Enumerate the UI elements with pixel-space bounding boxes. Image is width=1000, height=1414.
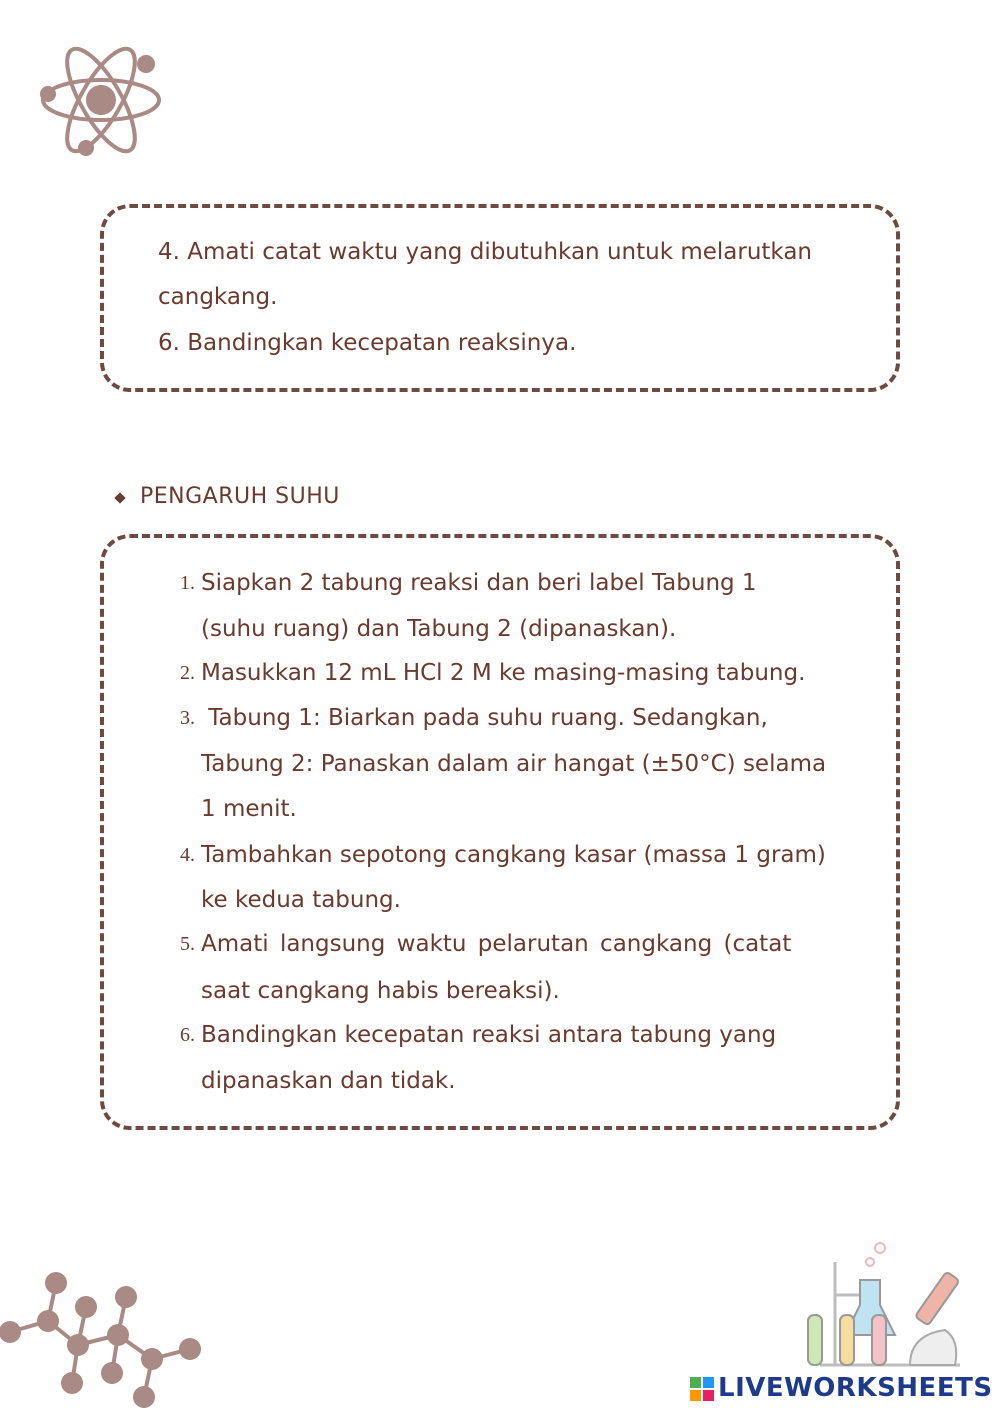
step-number: 2. bbox=[180, 662, 195, 684]
step-number: 3. bbox=[180, 707, 195, 729]
box1-line: 4. Amati catat waktu yang dibutuhkan untuk melarutkan bbox=[158, 239, 813, 265]
step-line: Bandingkan kecepatan reaksi antara tabung yang bbox=[201, 1022, 777, 1048]
box1-line: cangkang. bbox=[158, 284, 278, 310]
section-heading: PENGARUH SUHU bbox=[140, 484, 340, 509]
step-line: Tabung 2: Panaskan dalam air hangat (±50°C) selama bbox=[201, 751, 827, 777]
brand-name: LIVEWORKSHEETS bbox=[718, 1373, 993, 1403]
lab-equipment-icon bbox=[800, 1240, 970, 1380]
step-line: saat cangkang habis bereaksi). bbox=[201, 978, 560, 1004]
box1-line: 6. Bandingkan kecepatan reaksinya. bbox=[158, 330, 577, 356]
step-line: Tabung 1: Biarkan pada suhu ruang. Sedangkan, bbox=[201, 705, 768, 731]
step-line: ke kedua tabung. bbox=[201, 887, 401, 913]
liveworksheets-logo-icon bbox=[690, 1377, 714, 1401]
step-number: 1. bbox=[180, 572, 195, 594]
step-number: 6. bbox=[180, 1024, 195, 1046]
step-line: Tambahkan sepotong cangkang kasar (massa 1 gram) bbox=[201, 842, 826, 868]
step-number: 4. bbox=[180, 844, 195, 866]
step-line: 1 menit. bbox=[201, 796, 297, 822]
step-line: (suhu ruang) dan Tabung 2 (dipanaskan). bbox=[201, 616, 677, 642]
step-number: 5. bbox=[180, 933, 195, 955]
atom-icon bbox=[36, 38, 166, 163]
step-line: Amati langsung waktu pelarutan cangkang (catat bbox=[201, 931, 792, 957]
step-line: Masukkan 12 mL HCl 2 M ke masing-masing tabung. bbox=[201, 660, 806, 686]
molecule-icon bbox=[0, 1265, 215, 1414]
step-line: Siapkan 2 tabung reaksi dan beri label Tabung 1 bbox=[201, 570, 757, 596]
diamond-bullet-icon bbox=[114, 492, 125, 503]
step-line: dipanaskan dan tidak. bbox=[201, 1068, 456, 1094]
